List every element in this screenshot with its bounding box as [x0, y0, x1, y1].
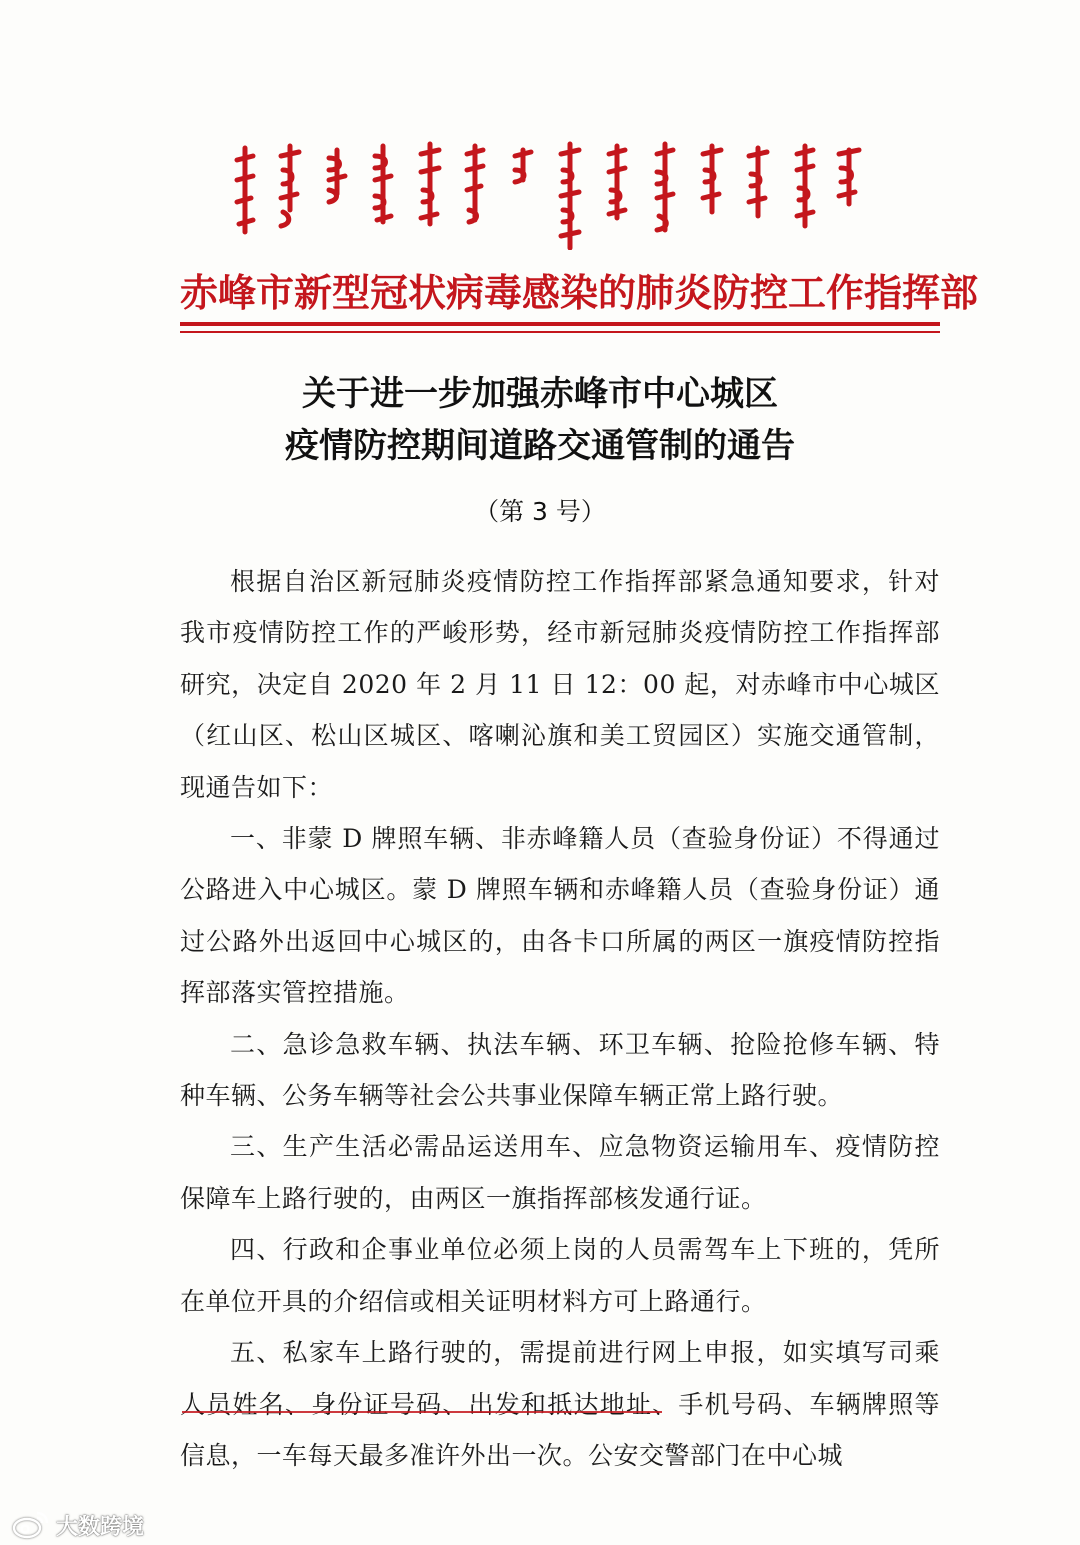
weibo-like-logo-icon [10, 1509, 50, 1541]
header-rule-thick [180, 322, 940, 326]
issuing-organization-name: 赤峰市新型冠状病毒感染的肺炎防控工作指挥部 [180, 271, 979, 315]
body-paragraph-item-2: 二、急诊急救车辆、执法车辆、环卫车辆、抢险抢修车辆、特种车辆、公务车辆等社会公共事业保障车辆正常上路行驶。 [180, 1029, 940, 1111]
notice-body [180, 556, 940, 1481]
notice-number: （第 3 号） [474, 497, 606, 526]
watermark-text: 大数跨境 [56, 1514, 145, 1540]
header-rule-thin [180, 331, 940, 333]
body-paragraph-item-5: 五、私家车上路行驶的，需提前进行网上申报，如实填写司乘人员姓名、身份证号码、出发和抵达地址、手机号码、车辆牌照等信息，一车每天最多准许外出一次。公安交警部门在中心城 [180, 1338, 940, 1470]
mongolian-script-header [225, 140, 865, 250]
red-underline-annotation [182, 1411, 662, 1413]
notice-title-line-1: 关于进一步加强赤峰市中心城区 [302, 374, 778, 414]
watermark [10, 1505, 144, 1545]
body-paragraph-intro: 根据自治区新冠肺炎疫情防控工作指挥部紧急通知要求，针对我市疫情防控工作的严峻形势，经市新冠肺炎疫情防控工作指挥部研究，决定自 2020 年 2 月 11 日 12：00 起，对赤峰市中心城区（红山区、松山区城区、喀喇沁旗和美工贸园区）实施交通管制，现通告如下： [180, 567, 940, 802]
body-paragraph-item-3: 三、生产生活必需品运送用车、应急物资运输用车、疫情防控保障车上路行驶的，由两区一旗指挥部核发通行证。 [180, 1132, 940, 1213]
body-paragraph-item-1: 一、非蒙 D 牌照车辆、非赤峰籍人员（查验身份证）不得通过公路进入中心城区。蒙 D 牌照车辆和赤峰籍人员（查验身份证）通过公路外出返回中心城区的，由各卡口所属的两区一旗疫情防控指挥部落实管控措施。 [180, 824, 940, 1008]
body-paragraph-item-4: 四、行政和企事业单位必须上岗的人员需驾车上下班的，凭所在单位开具的介绍信或相关证明材料方可上路通行。 [180, 1235, 940, 1316]
notice-title-line-2: 疫情防控期间道路交通管制的通告 [285, 426, 795, 466]
